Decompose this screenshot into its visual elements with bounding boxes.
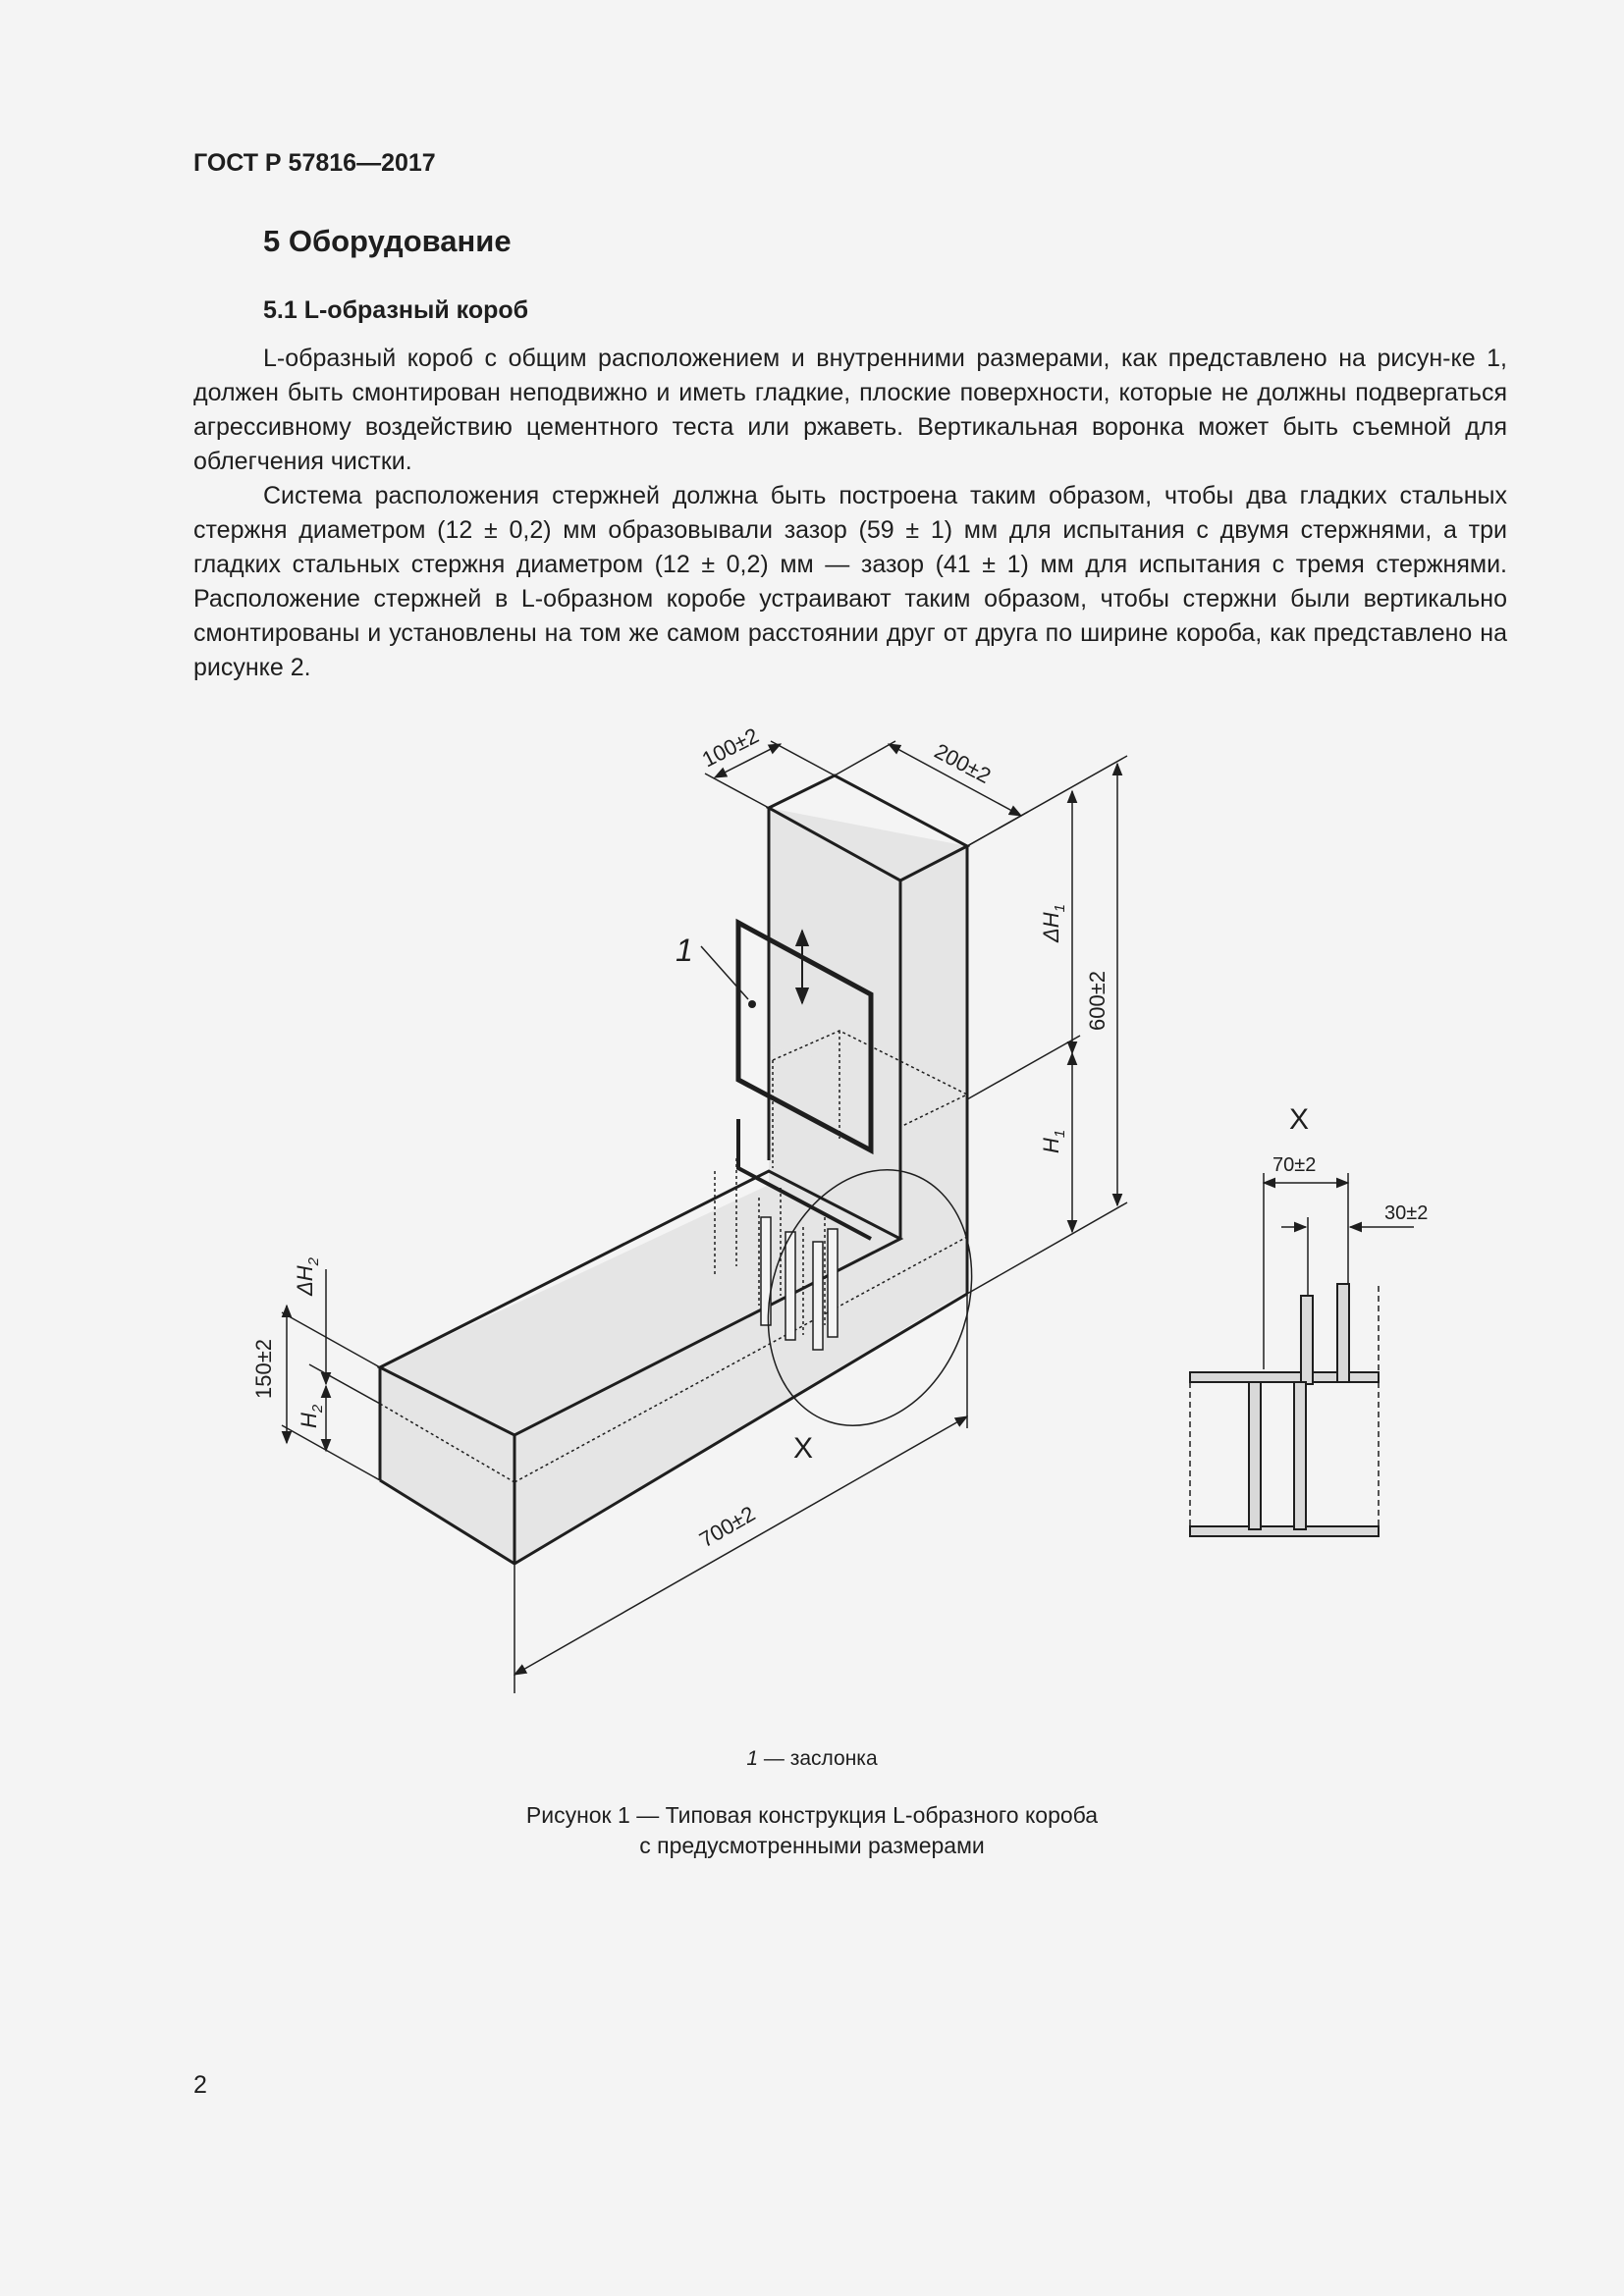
body-text: [193, 342, 1507, 685]
left-dimensions: [282, 1269, 380, 1480]
subsection-title: 5.1 L-образный короб: [263, 296, 529, 324]
caption-line-1: Рисунок 1 — Типовая конструкция L-образного короба: [525, 1802, 1099, 1828]
detail-marker: X: [793, 1432, 814, 1465]
dim-h2: $H_2$: [297, 1404, 326, 1428]
page-number: 2: [193, 2071, 207, 2099]
section-title: 5 Оборудование: [263, 224, 512, 258]
legend-text: — заслонка: [758, 1747, 878, 1770]
callout-1: 1: [676, 933, 693, 968]
standard-header: ГОСТ Р 57816—2017: [193, 149, 436, 177]
dim-height-total: 600±2: [1085, 970, 1110, 1031]
box-shading: [380, 808, 967, 1564]
l-box-drawing: [0, 707, 1624, 1708]
dim-length: 700±2: [695, 1501, 760, 1553]
figure-legend: [0, 1747, 1624, 1771]
legend-number: 1: [746, 1747, 759, 1770]
dim-top-width: 100±2: [697, 722, 763, 773]
dim-delta-h1: $\Delta H_1$: [1039, 904, 1068, 942]
dim-height-box: 150±2: [251, 1338, 276, 1399]
caption-line-2: с предусмотренными размерами: [639, 1833, 985, 1858]
dim-h1: $H_1$: [1039, 1129, 1068, 1153]
dim-detail-width: 70±2: [1272, 1154, 1317, 1176]
paragraph-2: Система расположения стержней должна быть построена таким образом, чтобы два гладких стальных стержня диаметром (12 ± 0,2) мм образовывали зазор (59 ± 1) мм для испытания с двумя стержнями, а три гладких стальных стержня диаметром (12 ± 0,2) мм — зазор (41 ± 1) мм для испытания с тремя стержнями. Расположение стержней в L-образном коробе устраивают таким образом, чтобы стержни были вертикально смонтированы и установлены на том же самом расстоянии друг от друга по ширине короба, как представлено на рисунке 2.: [193, 482, 1507, 681]
dim-top-depth: 200±2: [930, 738, 996, 789]
paragraph-1: L-образный короб с общим расположением и внутренними размерами, как представлено на рисун-ке 1, должен быть смонтирован неподвижно и иметь гладкие, плоские поверхности, которые не должны подвергаться агрессивному воздействию цементного теста или ржаветь. Вертикальная воронка может быть съемной для облегчения чистки.: [193, 345, 1507, 475]
detail-view: [1190, 1103, 1428, 1536]
dim-delta-h2: $\Delta H_2$: [293, 1257, 322, 1296]
detail-title: X: [1289, 1103, 1310, 1136]
figure-caption: [0, 1800, 1624, 1861]
dim-detail-gap: 30±2: [1384, 1202, 1429, 1224]
